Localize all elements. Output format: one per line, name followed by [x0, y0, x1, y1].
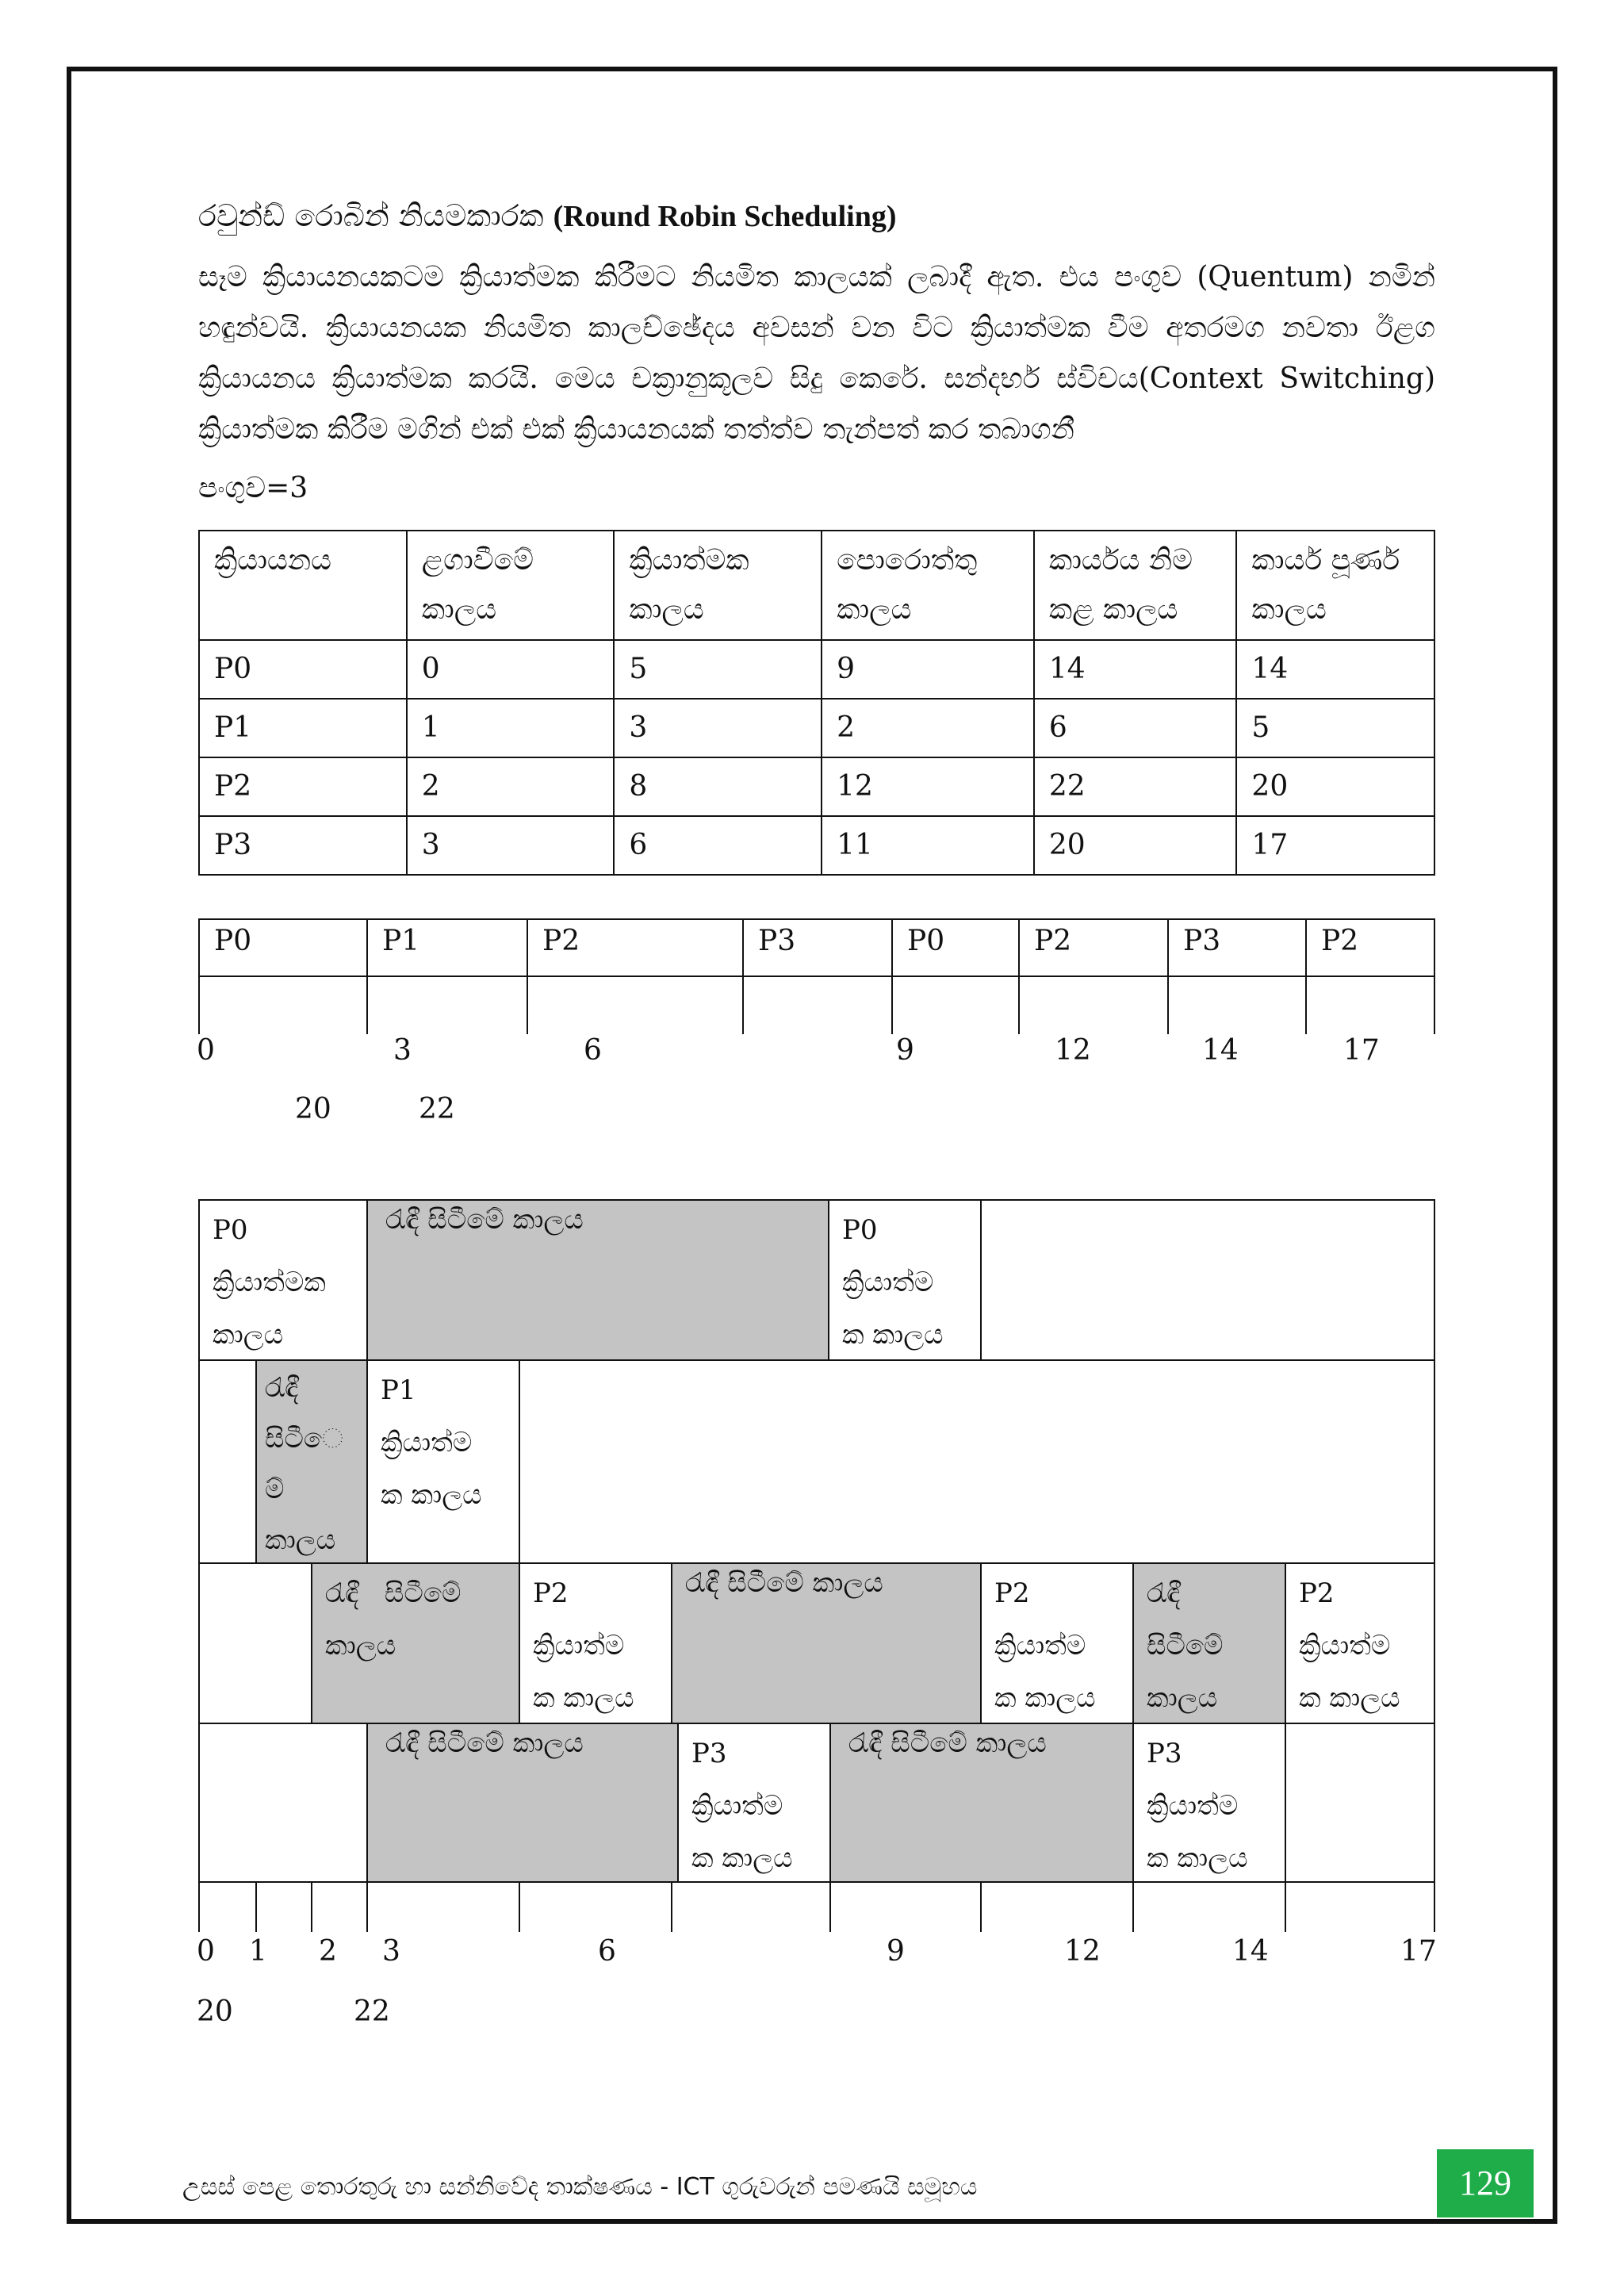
table-cell: 9 — [822, 640, 1034, 699]
exec-text: ක කාලය — [1147, 1842, 1248, 1874]
waiting-time-label: 20 — [197, 1995, 233, 2028]
paragraph-line: හඳුන්වයි. ක්‍රියායනයක නියමිත කාලච්ඡේදය අවසන් වන විට ක්‍රියාත්මක වීම අතරමග නවතා ඊළග — [198, 312, 1435, 344]
table-cell: P3 — [199, 816, 407, 875]
gantt-time-label: 6 — [584, 1034, 602, 1067]
exec-text: ක්‍රියාත්ම — [533, 1630, 625, 1662]
wait-text: කාලය — [325, 1630, 396, 1662]
p2-exec-box — [980, 1564, 1132, 1723]
gantt-time-label: 12 — [1055, 1034, 1091, 1067]
p2-row — [198, 1562, 1435, 1723]
table-cell: P2 — [199, 757, 407, 816]
waiting-time-label: 12 — [1064, 1935, 1101, 1968]
empty-cell — [198, 1564, 311, 1723]
table-cell: P0 — [199, 640, 407, 699]
header-cell: කාර්ය පූර්ණ කාලය — [1236, 531, 1434, 640]
exec-text: ක්‍රියාත්ම — [842, 1267, 934, 1298]
gantt-tick — [742, 977, 744, 1034]
description-paragraph — [198, 252, 1435, 455]
header-cell: පොරොත්තු කාලය — [822, 531, 1034, 640]
table-cell: 6 — [1034, 699, 1237, 757]
quantum-label: පංගුව=3 — [198, 472, 308, 504]
wait-text: රැඳී — [1147, 1577, 1181, 1609]
p0-wait-box — [366, 1201, 828, 1359]
process-table — [198, 530, 1435, 876]
table-cell: 3 — [614, 699, 822, 757]
p3-wait-box — [829, 1724, 1132, 1881]
waiting-axis — [198, 1883, 1435, 1932]
header-cell: ක්‍රියායනය — [199, 531, 407, 640]
paragraph-line: ක්‍රියායනය ක්‍රියාත්මක කරයි. මෙය චක්‍රානුකූලව සිදු කෙරේ. සන්දර්භ ස්විචය(Context Switching) — [198, 362, 1435, 395]
table-cell: 22 — [1034, 757, 1237, 816]
gantt-tick — [527, 977, 528, 1034]
gantt-segment: P1 — [366, 920, 527, 977]
empty-cell — [1285, 1724, 1435, 1881]
process-label: P2 — [994, 1577, 1030, 1609]
gantt-segment: P2 — [1018, 920, 1167, 977]
wait-text: රැඳී සිටීමේ කාලය — [685, 1567, 883, 1599]
paragraph-line: සෑම ක්‍රියායනයකටම ක්‍රියාත්මක කිරීමට නියමිත කාලයක් ලබාදී ඇත. එය පංගුව (Quentum) නමින් — [198, 261, 1435, 293]
gantt-time-label: 17 — [1343, 1034, 1380, 1067]
waiting-time-label: 22 — [354, 1995, 390, 2028]
table-cell: 5 — [614, 640, 822, 699]
wait-text: කාලය — [1147, 1682, 1218, 1714]
process-label: P0 — [213, 1214, 248, 1246]
gantt-segment: P2 — [527, 920, 742, 977]
gantt-time-label: 14 — [1202, 1034, 1239, 1067]
gantt-time-label: 22 — [419, 1093, 455, 1125]
exec-text: ක කාලය — [381, 1479, 482, 1511]
table-row — [199, 757, 1434, 816]
section-heading — [198, 198, 897, 234]
empty-cell — [980, 1201, 1435, 1359]
p0-row — [198, 1199, 1435, 1359]
p1-exec-box — [366, 1361, 519, 1562]
gantt-tick — [366, 977, 368, 1034]
waiting-time-chart — [198, 1199, 1435, 1888]
axis-tick — [1434, 1883, 1435, 1932]
gantt-tick — [891, 977, 893, 1034]
wait-text: රැඳී සිටීමේ — [325, 1577, 462, 1609]
exec-text: ක්‍රියාත්ම — [994, 1630, 1086, 1662]
axis-tick — [1285, 1883, 1286, 1932]
exec-text: ක්‍රියාත්ම — [1299, 1630, 1391, 1662]
p3-exec-box — [1132, 1724, 1285, 1881]
table-cell: 17 — [1236, 816, 1434, 875]
p3-exec-box — [677, 1724, 829, 1881]
table-row — [199, 640, 1434, 699]
process-label: P3 — [1147, 1738, 1182, 1769]
row-edge — [1434, 1564, 1435, 1723]
empty-cell — [519, 1361, 1435, 1562]
waiting-time-label: 3 — [382, 1935, 400, 1968]
p0-exec-box — [828, 1201, 980, 1359]
process-label: P2 — [1299, 1577, 1335, 1609]
waiting-time-label: 17 — [1400, 1935, 1437, 1968]
row-edge — [1434, 1724, 1435, 1881]
paragraph-line: ක්‍රියාත්මක කිරීම මගින් එක් එක් ක්‍රියායනයක් තත්ත්ව තැන්පත් කර තබාගනී — [198, 413, 1074, 446]
exec-text: ක කාලය — [994, 1682, 1096, 1714]
table-row — [199, 699, 1434, 757]
p2-wait-box — [1132, 1564, 1285, 1723]
p2-wait-box — [671, 1564, 980, 1723]
heading-sinhala: රවුන්ඩ් රොබින් නියමකාරක — [198, 198, 553, 233]
p1-row — [198, 1359, 1435, 1562]
table-cell: P1 — [199, 699, 407, 757]
axis-tick — [1132, 1883, 1134, 1932]
wait-text: රැඳී සිටීමේ කාලය — [848, 1727, 1047, 1759]
p3-row — [198, 1723, 1435, 1883]
gantt-time-label: 0 — [197, 1034, 215, 1067]
exec-text: ක කාලය — [1299, 1682, 1400, 1714]
row-edge — [1434, 1201, 1435, 1359]
exec-text: ක කාලය — [842, 1319, 944, 1351]
gantt-tick — [1018, 977, 1020, 1034]
gantt-time-label: 9 — [896, 1034, 914, 1067]
process-label: P0 — [842, 1214, 878, 1246]
gantt-row — [198, 918, 1435, 977]
waiting-time-label: 6 — [598, 1935, 616, 1968]
gantt-time-label: 3 — [393, 1034, 412, 1067]
heading-english: (Round Robin Scheduling) — [553, 200, 897, 233]
p2-wait-box — [311, 1564, 519, 1723]
gantt-tick — [198, 977, 200, 1034]
process-label: P2 — [533, 1577, 569, 1609]
p2-exec-box — [1285, 1564, 1435, 1723]
axis-tick — [519, 1883, 520, 1932]
axis-tick — [980, 1883, 982, 1932]
axis-tick — [311, 1883, 312, 1932]
table-cell: 8 — [614, 757, 822, 816]
wait-text: රැඳී සිටීමේ කාලය — [385, 1727, 584, 1759]
waiting-time-label: 1 — [249, 1935, 267, 1968]
exec-text: ක කාලය — [691, 1842, 793, 1874]
table-cell: 2 — [407, 757, 615, 816]
axis-tick — [366, 1883, 368, 1932]
p1-wait-box — [255, 1361, 366, 1562]
wait-text: රැඳී සිටීමේ කාලය — [385, 1204, 584, 1236]
table-cell: 0 — [407, 640, 615, 699]
table-cell: 6 — [614, 816, 822, 875]
header-cell: කාර්යය නිම කළ කාලය — [1034, 531, 1237, 640]
waiting-time-label: 14 — [1232, 1935, 1269, 1968]
gantt-time-label: 20 — [295, 1093, 331, 1125]
page-number-badge: 129 — [1437, 2149, 1534, 2217]
table-cell: 2 — [822, 699, 1034, 757]
gantt-tick — [1167, 977, 1169, 1034]
exec-text: ක්‍රියාත්ම — [381, 1427, 473, 1458]
row-edge — [1434, 1361, 1435, 1562]
p2-exec-box — [519, 1564, 671, 1723]
exec-text: ක්‍රියාත්මක — [213, 1267, 326, 1298]
wait-text: කාලය — [265, 1524, 336, 1556]
table-cell: 5 — [1236, 699, 1434, 757]
axis-tick — [198, 1883, 200, 1932]
waiting-time-label: 2 — [319, 1935, 337, 1968]
p0-exec-box — [198, 1201, 366, 1359]
table-header-row — [199, 531, 1434, 640]
gantt-tick — [1305, 977, 1307, 1034]
table-cell: 1 — [407, 699, 615, 757]
exec-text: කාලය — [213, 1319, 284, 1351]
wait-text: රැඳී — [265, 1372, 299, 1404]
table-cell: 12 — [822, 757, 1034, 816]
gantt-segment: P3 — [1167, 920, 1305, 977]
gantt-segment: P0 — [891, 920, 1018, 977]
table-cell: 14 — [1034, 640, 1237, 699]
empty-cell — [198, 1724, 366, 1881]
exec-text: ක්‍රියාත්ම — [691, 1790, 783, 1822]
exec-text: ක්‍රියාත්ම — [1147, 1790, 1239, 1822]
waiting-time-label: 0 — [197, 1935, 215, 1968]
p3-wait-box — [366, 1724, 677, 1881]
gantt-segment: P0 — [198, 920, 366, 977]
table-cell: 20 — [1236, 757, 1434, 816]
gantt-segment: P2 — [1305, 920, 1435, 977]
wait-text: සිටීමේ — [1147, 1630, 1224, 1662]
exec-text: ක කාලය — [533, 1682, 634, 1714]
header-cell: ක්‍රියාත්මක කාලය — [614, 531, 822, 640]
header-cell: ළගාවීමේ කාලය — [407, 531, 615, 640]
table-cell: 3 — [407, 816, 615, 875]
process-label: P1 — [381, 1374, 416, 1406]
table-cell: 20 — [1034, 816, 1237, 875]
gantt-segment: P3 — [742, 920, 891, 977]
empty-cell — [198, 1361, 255, 1562]
table-cell: 11 — [822, 816, 1034, 875]
gantt-chart — [198, 918, 1435, 1034]
wait-text: ම් — [265, 1474, 285, 1505]
gantt-tick — [1434, 977, 1435, 1034]
table-cell: 14 — [1236, 640, 1434, 699]
axis-tick — [255, 1883, 257, 1932]
table-row — [199, 816, 1434, 875]
page-footer: උසස් පෙළ තොරතුරු හා සන්නිවේද තාක්ෂණය - ICT ගුරුවරුන් පමණයි සමූහය — [182, 2173, 978, 2201]
wait-text: සිටීෙ — [265, 1423, 343, 1455]
waiting-time-label: 9 — [887, 1935, 905, 1968]
axis-tick — [671, 1883, 672, 1932]
process-label: P3 — [691, 1738, 727, 1769]
axis-tick — [829, 1883, 831, 1932]
